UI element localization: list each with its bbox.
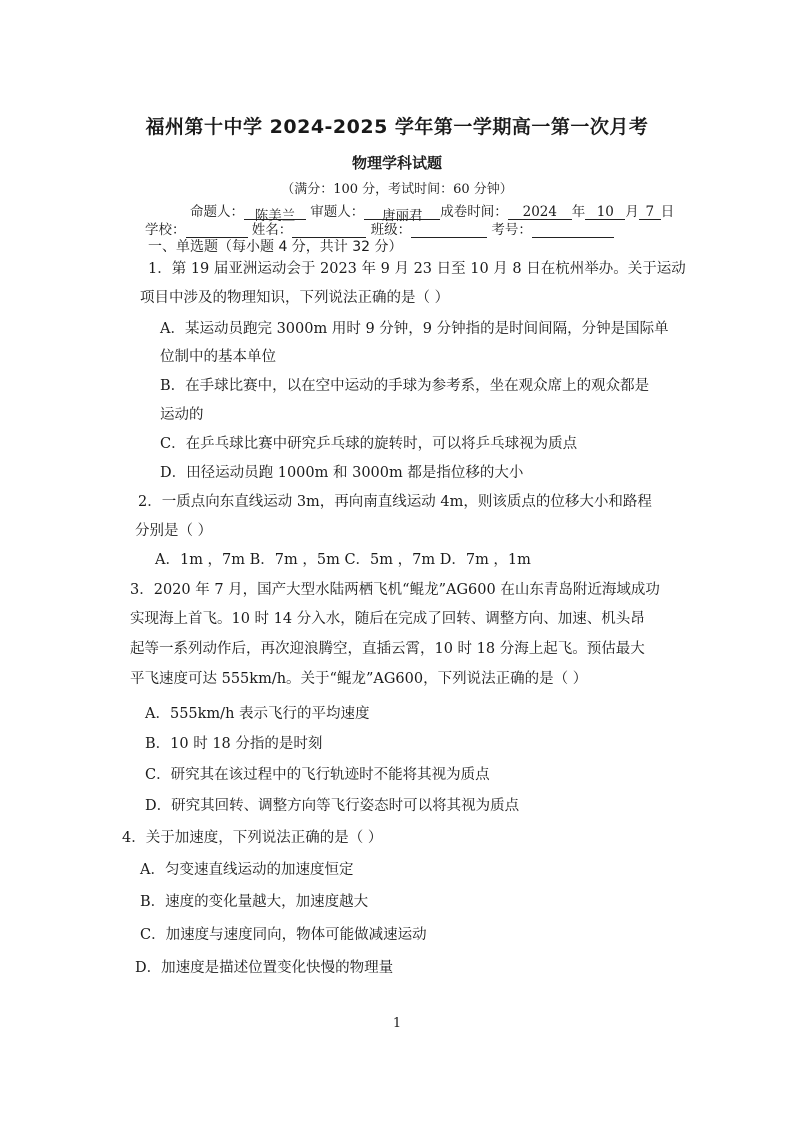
- q4-option-d: D．加速度是描述位置变化快慢的物理量: [135, 960, 394, 976]
- q1-option-c: C．在乒乓球比赛中研究乒乓球的旋转时，可以将乒乓球视为质点: [160, 436, 578, 452]
- reviewer-name: 唐丽君: [364, 204, 440, 220]
- date-month: 10: [585, 204, 625, 220]
- author-label: 命题人：: [190, 204, 244, 220]
- q4-option-b: B．速度的变化量越大，加速度越大: [140, 894, 369, 910]
- q1-option-a-line2: 位制中的基本单位: [160, 349, 276, 365]
- month-unit: 月: [625, 204, 639, 220]
- q3-stem-line3: 起等一系列动作后，再次迎浪腾空，直插云霄，10 时 18 分海上起飞。预估最大: [130, 641, 645, 657]
- id-label: 考号：: [491, 222, 532, 238]
- q3-option-c: C．研究其在该过程中的飞行轨迹时不能将其视为质点: [145, 767, 490, 783]
- author-name: 陈美兰: [244, 204, 306, 220]
- q2-options: A．1m ，7m B．7m ，5m C．5m ，7m D．7m ，1m: [155, 552, 531, 568]
- class-label: 班级：: [370, 222, 412, 238]
- q1-option-d: D．田径运动员跑 1000m 和 3000m 都是指位移的大小: [160, 465, 524, 481]
- author-line: [190, 200, 675, 224]
- reviewer-label: 审题人：: [310, 204, 365, 220]
- day-unit: 日: [660, 204, 675, 220]
- q1-stem-line2: 项目中涉及的物理知识，下列说法正确的是（ ）: [140, 290, 450, 306]
- q1-option-b-line1: B．在手球比赛中，以在空中运动的手球为参考系，坐在观众席上的观众都是: [160, 378, 650, 394]
- q3-option-a: A．555km/h 表示飞行的平均速度: [145, 706, 370, 722]
- exam-subtitle: 物理学科试题: [351, 154, 442, 172]
- q3-option-d: D．研究其回转、调整方向等飞行姿态时可以将其视为质点: [145, 798, 520, 814]
- q1-option-b-line2: 运动的: [160, 407, 204, 423]
- date-day: 7: [639, 204, 661, 220]
- page-number: 1: [392, 1016, 402, 1031]
- q3-stem-line2: 实现海上首飞。10 时 14 分入水，随后在完成了回转、调整方向、加速、机头昂: [130, 611, 645, 627]
- q3-option-b: B．10 时 18 分指的是时刻: [145, 736, 323, 752]
- q4-option-a: A．匀变速直线运动的加速度恒定: [140, 862, 354, 878]
- name-label: 姓名：: [251, 222, 293, 238]
- school-label: 学校：: [145, 222, 186, 238]
- q3-stem-line1: 3．2020 年 7 月，国产大型水陆两栖飞机“鲲龙”AG600 在山东青岛附近海域成功: [130, 582, 660, 598]
- year-unit: 年: [571, 204, 586, 220]
- student-info-line: [145, 218, 614, 238]
- q4-stem: 4．关于加速度，下列说法正确的是（ ）: [122, 830, 383, 846]
- id-field[interactable]: [532, 222, 614, 238]
- q3-stem-line4: 平飞速度可达 555km/h。关于“鲲龙”AG600，下列说法正确的是（ ）: [130, 671, 588, 687]
- exam-title: 福州第十中学 2024-2025 学年第一学期高一第一次月考: [145, 116, 649, 138]
- date-year: 2024: [508, 204, 572, 220]
- section-title: 一、单选题（每小题 4 分，共计 32 分）: [148, 239, 403, 255]
- class-field[interactable]: [411, 222, 487, 238]
- q1-stem-line1: 1．第 19 届亚洲运动会于 2023 年 9 月 23 日至 10 月 8 日在杭州举办。关于运动: [148, 261, 686, 277]
- q2-stem-line2: 分别是（ ）: [135, 523, 213, 539]
- exam-meta: （满分：100 分，考试时间：60 分钟）: [281, 182, 513, 197]
- q1-option-a-line1: A．某运动员跑完 3000m 用时 9 分钟，9 分钟指的是时间间隔，分钟是国际单: [160, 321, 669, 337]
- q4-option-c: C．加速度与速度同向，物体可能做减速运动: [140, 927, 427, 943]
- q2-stem-line1: 2．一质点向东直线运动 3m，再向南直线运动 4m，则该质点的位移大小和路程: [138, 494, 652, 510]
- date-label: 成卷时间：: [440, 204, 508, 220]
